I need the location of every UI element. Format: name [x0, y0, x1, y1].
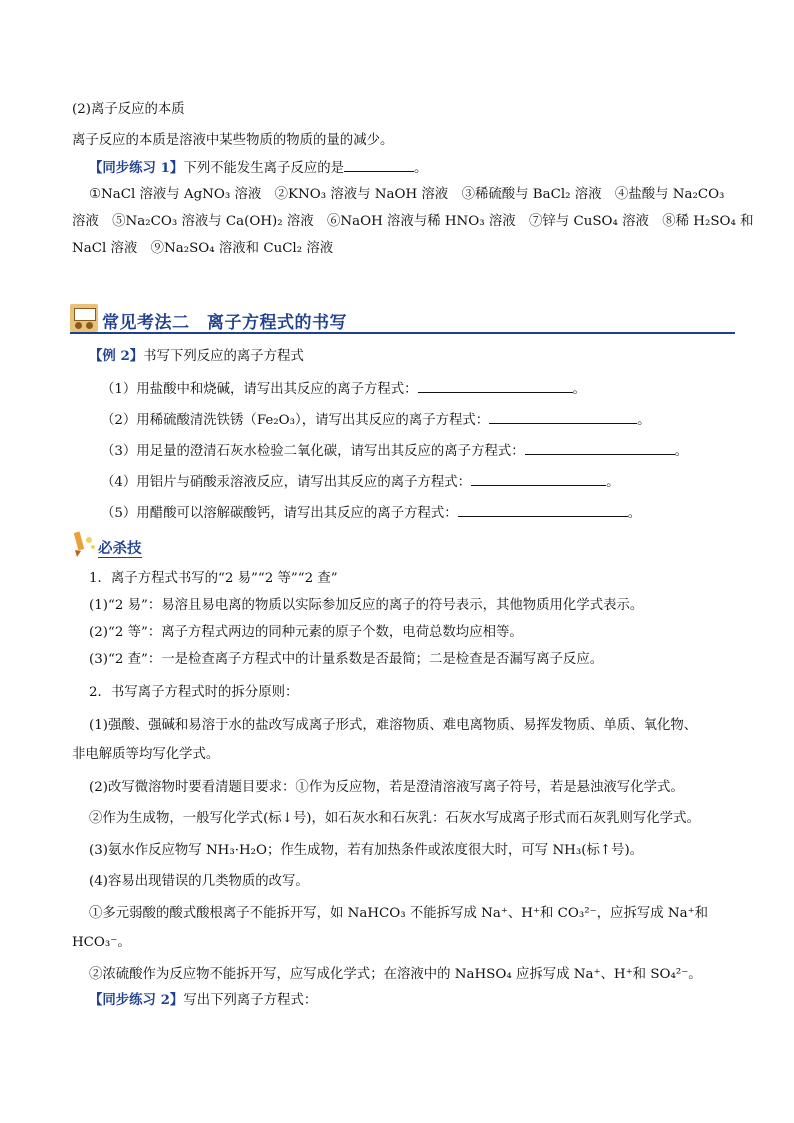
- practice-2-text: 写出下列离子方程式：: [183, 993, 318, 1008]
- tip-line: (3)氨水作反应物写 NH₃·H₂O；作生成物，若有加热条件或浓度很大时，可写 NH₃(标↑号)。: [89, 843, 644, 858]
- tip-line: (2)“2 等”：离子方程式两边的同种元素的原子个数，电荷总数均应相等。: [89, 625, 523, 640]
- teaching-board-icon: [70, 304, 98, 332]
- tip-heading: 2．书写离子方程式时的拆分原则：: [89, 685, 299, 700]
- section-heading: [70, 304, 735, 334]
- tip-line: ②浓硫酸作为反应物不能拆开写，应写成化学式；在溶液中的 NaHSO₄ 应拆写成 Na⁺、H⁺和 SO₄²⁻。: [89, 967, 702, 982]
- practice-1-tag: 【同步练习 1】: [89, 160, 184, 176]
- option-line: NaCl 溶液 ⑨Na₂SO₄ 溶液和 CuCl₂ 溶液: [72, 241, 334, 256]
- tip-line: ②作为生成物，一般写化学式(标↓号)，如石灰水和石灰乳：石灰水写成离子形式而石灰乳则写化学式。: [89, 811, 700, 826]
- tip-line: (1)强酸、强碱和易溶于水的盐改写成离子形式，难溶物质、难电离物质、易挥发物质、单质、氧化物、: [89, 718, 698, 733]
- practice-2-question: [89, 991, 734, 1010]
- tip-line: HCO₃⁻。: [72, 935, 131, 950]
- answer-blank[interactable]: [418, 380, 573, 393]
- section-title: 常见考法二 离子方程式的书写: [102, 313, 347, 333]
- tip-line: (3)“2 查”：一是检查离子方程式中的计量系数是否最简；二是检查是否漏写离子反应。: [89, 652, 604, 667]
- body-paragraph: 离子反应的本质是溶液中某些物质的物质的量的减少。: [72, 133, 394, 148]
- tip-line: ①多元弱酸的酸式酸根离子不能拆开写，如 NaHCO₃ 不能拆写成 Na⁺、H⁺和 CO₃²⁻，应拆写成 Na⁺和: [89, 906, 709, 921]
- option-line: 溶液 ⑤Na₂CO₃ 溶液与 Ca(OH)₂ 溶液 ⑥NaOH 溶液与稀 HNO₃ 溶液 ⑦锌与 CuSO₄ 溶液 ⑧稀 H₂SO₄ 和: [72, 214, 754, 229]
- practice-1-question: 【同步练习 1】下列不能发生离子反应的是 。: [89, 160, 428, 176]
- example-text: 书写下列反应的离子方程式: [143, 349, 304, 364]
- answer-blank[interactable]: [525, 442, 675, 455]
- answer-blank[interactable]: [471, 473, 606, 486]
- answer-blank[interactable]: [344, 159, 414, 172]
- question-item: （4）用铝片与硝酸汞溶液反应，请写出其反应的离子方程式： 。: [101, 475, 620, 490]
- subsection-heading: (2)离子反应的本质: [72, 102, 185, 117]
- example-tag: 【例 2】: [89, 348, 144, 364]
- question-item: （5）用醋酸可以溶解碳酸钙，请写出其反应的离子方程式： 。: [101, 506, 642, 521]
- pencil-icon: [72, 530, 98, 560]
- tip-heading: 1．离子方程式书写的“2 易”“2 等”“2 查”: [89, 571, 338, 586]
- tips-title: 必杀技: [98, 541, 142, 557]
- tip-line: (2)改写微溶物时要看清题目要求：①作为反应物，若是澄清溶液写离子符号，若是悬浊液写化学式。: [89, 780, 684, 795]
- question-item: （1）用盐酸中和烧碱，请写出其反应的离子方程式： 。: [101, 382, 586, 397]
- tip-line: (4)容易出现错误的几类物质的改写。: [89, 874, 309, 889]
- question-item: （3）用足量的澄清石灰水检验二氧化碳，请写出其反应的离子方程式： 。: [101, 444, 689, 459]
- answer-blank[interactable]: [458, 504, 628, 517]
- practice-2-tag: 【同步练习 2】: [89, 992, 184, 1008]
- option-line: ①NaCl 溶液与 AgNO₃ 溶液 ②KNO₃ 溶液与 NaOH 溶液 ③稀硫酸与 BaCl₂ 溶液 ④盐酸与 Na₂CO₃: [89, 187, 725, 202]
- tip-line: 非电解质等均写化学式。: [72, 747, 220, 762]
- tip-line: (1)“2 易”：易溶且易电离的物质以实际参加反应的离子的符号表示，其他物质用化学式表示。: [89, 598, 644, 613]
- practice-1-text: 下列不能发生离子反应的是: [183, 161, 345, 176]
- answer-blank[interactable]: [489, 411, 637, 424]
- question-item: （2）用稀硫酸清洗铁锈（Fe₂O₃），请写出其反应的离子方程式： 。: [101, 413, 651, 428]
- example-2: [89, 347, 734, 366]
